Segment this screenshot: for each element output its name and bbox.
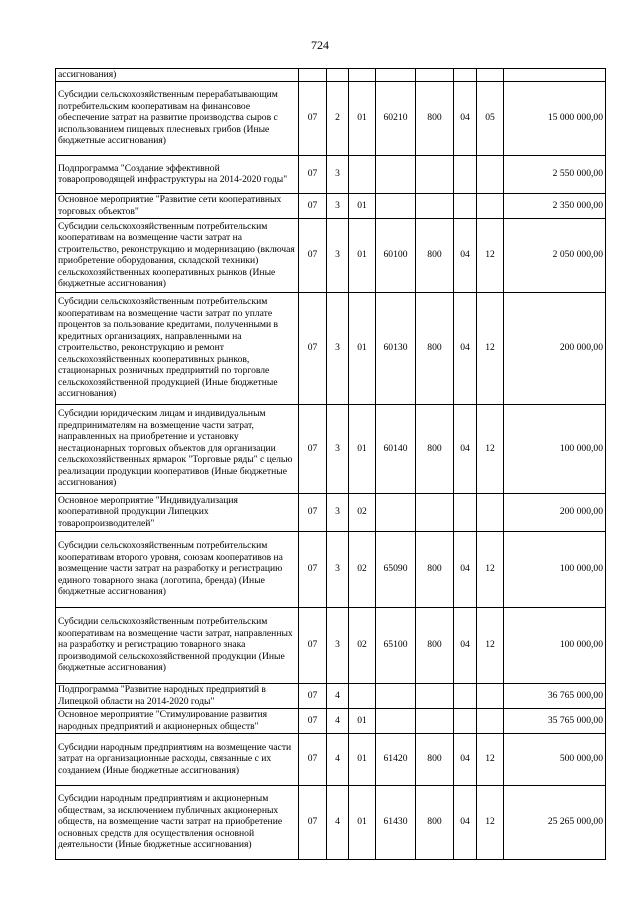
row-name: Субсидии сельскохозяйственным потребительским кооперативам на возмещение части затрат, направленных на разработку и регистрацию товарного знака производимой сельскохозяйственной продукции (Иные бюджетные ассигнования) (56, 607, 299, 683)
code-activity: 01 (349, 404, 376, 493)
code-expense-type: 800 (416, 785, 454, 859)
code-activity (349, 155, 376, 193)
code-program: 07 (299, 292, 327, 404)
code-direction (376, 69, 416, 82)
row-amount: 35 765 000,00 (504, 708, 606, 733)
code-subsection: 12 (477, 218, 504, 292)
code-section: 04 (454, 733, 477, 785)
row-amount: 100 000,00 (504, 531, 606, 607)
code-subsection: 12 (477, 733, 504, 785)
code-direction: 65100 (376, 607, 416, 683)
code-subprogram: 3 (327, 493, 349, 531)
table-row (56, 81, 606, 155)
code-subprogram: 4 (327, 785, 349, 859)
code-program: 07 (299, 607, 327, 683)
code-activity: 02 (349, 531, 376, 607)
code-subprogram: 4 (327, 733, 349, 785)
code-program: 07 (299, 404, 327, 493)
row-amount: 15 000 000,00 (504, 81, 606, 155)
row-name: Субсидии сельскохозяйственным перерабатывающим потребительским кооперативам на финансовое обеспечение затрат на развитие производства сыров с использованием пищевых плесневых грибов (Иные бюджетные ассигнования) (56, 81, 299, 155)
code-subprogram: 3 (327, 404, 349, 493)
code-subprogram: 4 (327, 683, 349, 708)
code-program: 07 (299, 708, 327, 733)
code-expense-type (416, 708, 454, 733)
code-activity (349, 683, 376, 708)
code-subprogram: 3 (327, 218, 349, 292)
row-amount: 200 000,00 (504, 493, 606, 531)
code-subsection (477, 69, 504, 82)
code-activity: 01 (349, 292, 376, 404)
code-expense-type: 800 (416, 404, 454, 493)
table-row (56, 733, 606, 785)
code-section: 04 (454, 531, 477, 607)
code-activity (349, 69, 376, 82)
code-section: 04 (454, 404, 477, 493)
code-activity: 02 (349, 607, 376, 683)
code-subsection (477, 493, 504, 531)
row-amount: 500 000,00 (504, 733, 606, 785)
row-amount: 36 765 000,00 (504, 683, 606, 708)
row-amount (504, 69, 606, 82)
code-subsection: 12 (477, 404, 504, 493)
code-direction: 60140 (376, 404, 416, 493)
code-subprogram: 3 (327, 531, 349, 607)
code-expense-type: 800 (416, 292, 454, 404)
code-subprogram: 3 (327, 607, 349, 683)
code-direction: 65090 (376, 531, 416, 607)
row-name: Субсидии юридическим лицам и индивидуальным предпринимателям на возмещение части затрат, направленных на приобретение и установку нестационарных торговых объектов для организации сельскохозяйственных ярмарок "Торговые ряды" с целью реализации продукции кооперативов (Иные бюджетные ассигнования) (56, 404, 299, 493)
code-program: 07 (299, 155, 327, 193)
code-expense-type (416, 493, 454, 531)
code-direction: 61420 (376, 733, 416, 785)
row-name: Основное мероприятие "Индивидуализация кооперативной продукции Липецких товаропроизводителей" (56, 493, 299, 531)
row-amount: 25 265 000,00 (504, 785, 606, 859)
code-program: 07 (299, 785, 327, 859)
code-program: 07 (299, 733, 327, 785)
code-section (454, 493, 477, 531)
code-section (454, 155, 477, 193)
code-activity: 01 (349, 785, 376, 859)
row-name: Субсидии народным предприятиям на возмещение части затрат на организационные расходы, связанные с их созданием (Иные бюджетные ассигнования) (56, 733, 299, 785)
row-amount: 2 050 000,00 (504, 218, 606, 292)
table-row (56, 493, 606, 531)
row-name: ассигнования) (56, 69, 299, 82)
table-row (56, 404, 606, 493)
code-program: 07 (299, 531, 327, 607)
code-subprogram: 3 (327, 155, 349, 193)
code-subsection: 12 (477, 292, 504, 404)
code-subsection: 12 (477, 785, 504, 859)
code-expense-type: 800 (416, 81, 454, 155)
code-program: 07 (299, 81, 327, 155)
code-section: 04 (454, 218, 477, 292)
code-activity: 01 (349, 193, 376, 218)
code-subprogram: 3 (327, 292, 349, 404)
row-amount: 2 550 000,00 (504, 155, 606, 193)
code-section: 04 (454, 292, 477, 404)
table-row (56, 708, 606, 733)
code-direction: 60210 (376, 81, 416, 155)
code-direction (376, 683, 416, 708)
row-name: Подпрограмма "Создание эффективной товаропроводящей инфраструктуры на 2014-2020 годы" (56, 155, 299, 193)
code-program: 07 (299, 218, 327, 292)
row-name: Подпрограмма "Развитие народных предприятий в Липецкой области на 2014-2020 годы" (56, 683, 299, 708)
code-expense-type (416, 193, 454, 218)
code-activity: 01 (349, 708, 376, 733)
code-direction: 61430 (376, 785, 416, 859)
code-subprogram: 2 (327, 81, 349, 155)
table-row (56, 292, 606, 404)
code-subsection: 12 (477, 531, 504, 607)
row-amount: 100 000,00 (504, 404, 606, 493)
table-row (56, 69, 606, 82)
code-expense-type: 800 (416, 531, 454, 607)
code-direction (376, 708, 416, 733)
row-amount: 200 000,00 (504, 292, 606, 404)
code-expense-type (416, 683, 454, 708)
code-subprogram: 4 (327, 708, 349, 733)
code-section: 04 (454, 81, 477, 155)
code-expense-type: 800 (416, 218, 454, 292)
row-name: Субсидии народным предприятиям и акционерным обществам, за исключением публичных акционерных обществ, на возмещение части затрат на приобретение основных средств для осуществления основной деятельности (Иные бюджетные ассигнования) (56, 785, 299, 859)
code-section: 04 (454, 785, 477, 859)
code-subsection: 05 (477, 81, 504, 155)
row-name: Субсидии сельскохозяйственным потребительским кооперативам второго уровня, союзам кооперативов на возмещение части затрат на разработку и регистрацию единого товарного знака (логотипа, бренда) (Иные бюджетные ассигнования) (56, 531, 299, 607)
code-section: 04 (454, 607, 477, 683)
code-activity: 01 (349, 81, 376, 155)
budget-table (55, 68, 606, 860)
code-expense-type: 800 (416, 733, 454, 785)
code-activity: 01 (349, 733, 376, 785)
code-subsection: 12 (477, 607, 504, 683)
code-activity: 01 (349, 218, 376, 292)
code-activity: 02 (349, 493, 376, 531)
row-amount: 100 000,00 (504, 607, 606, 683)
table-body (56, 69, 606, 860)
page-number: 724 (311, 38, 329, 52)
code-section (454, 708, 477, 733)
table-row (56, 607, 606, 683)
code-direction (376, 155, 416, 193)
row-name: Субсидии сельскохозяйственным потребительским кооперативам на возмещение части затрат на строительство, реконструкцию и модернизацию (включая приобретение оборудования, складской техники) сельскохозяйственных кооперативных рынков (Иные бюджетные ассигнования) (56, 218, 299, 292)
row-name: Основное мероприятие "Стимулирование развития народных предприятий и акционерных обществ" (56, 708, 299, 733)
code-program: 07 (299, 493, 327, 531)
code-expense-type (416, 155, 454, 193)
code-direction (376, 493, 416, 531)
code-expense-type (416, 69, 454, 82)
row-amount: 2 350 000,00 (504, 193, 606, 218)
code-subsection (477, 193, 504, 218)
table-row (56, 531, 606, 607)
code-program: 07 (299, 683, 327, 708)
code-direction (376, 193, 416, 218)
code-section (454, 683, 477, 708)
code-program: 07 (299, 193, 327, 218)
code-subprogram (327, 69, 349, 82)
table-row (56, 218, 606, 292)
row-name: Основное мероприятие "Развитие сети кооперативных торговых объектов" (56, 193, 299, 218)
code-section (454, 193, 477, 218)
table-row (56, 193, 606, 218)
code-subsection (477, 683, 504, 708)
row-name: Субсидии сельскохозяйственным потребительским кооперативам на возмещение части затрат по уплате процентов за пользование кредитами, полученными в кредитных организациях, направленными на строительство, реконструкцию и ремонт сельскохозяйственных кооперативных рынков, стационарных розничных предприятий по торговле сельскохозяйственной продукцией (Иные бюджетные ассигнования) (56, 292, 299, 404)
code-expense-type: 800 (416, 607, 454, 683)
code-program (299, 69, 327, 82)
code-subsection (477, 155, 504, 193)
code-direction: 60100 (376, 218, 416, 292)
table-row (56, 683, 606, 708)
code-section (454, 69, 477, 82)
table-row (56, 155, 606, 193)
code-direction: 60130 (376, 292, 416, 404)
code-subprogram: 3 (327, 193, 349, 218)
code-subsection (477, 708, 504, 733)
table-row (56, 785, 606, 859)
